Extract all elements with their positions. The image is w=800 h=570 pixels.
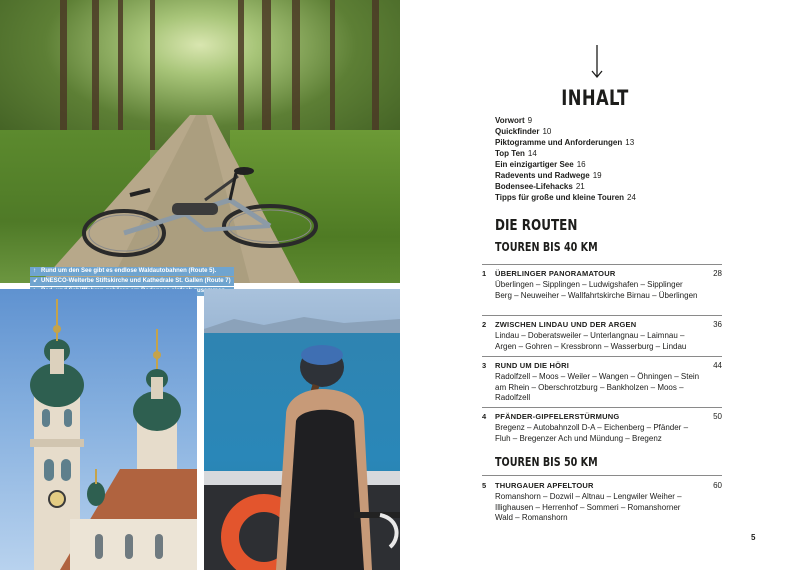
- toc-entry-page: 19: [592, 171, 602, 180]
- toc-entry-title: Vorwort: [495, 116, 525, 125]
- toc-entry-title: Bodensee-Lifehacks: [495, 182, 573, 191]
- divider: [482, 356, 722, 357]
- toc-entry-title: Radevents und Radwege: [495, 171, 590, 180]
- route-number: 5: [482, 481, 487, 490]
- divider: [482, 475, 722, 476]
- route-page: 28: [713, 269, 722, 278]
- route-description: Bregenz – Autobahnzoll D-A – Eichenberg – Pfänder – Fluh – Bregenzer Ach und Mündung – Bregenz: [495, 423, 689, 443]
- cathedral-st-gallen-photo: [0, 289, 197, 570]
- caption-text: Rund um den See gibt es endlose Waldautobahnen (Route 5).: [41, 268, 217, 274]
- route-description: Lindau – Doberatsweiler – Unterlangnau – Laimnau – Argen – Gohren – Kressbronn – Wasserburg – Lindau: [495, 331, 687, 351]
- route-number: 3: [482, 361, 487, 370]
- route-number: 2: [482, 320, 487, 329]
- toc-entry-page: 14: [527, 149, 537, 158]
- route-number: 1: [482, 269, 487, 278]
- arrow-up-icon: ↑: [33, 268, 36, 274]
- route-page: 44: [713, 361, 722, 370]
- toc-entry-page: 13: [625, 138, 635, 147]
- page-title: INHALT: [561, 86, 629, 110]
- routes-heading: DIE ROUTEN: [495, 216, 578, 234]
- toc-entry[interactable]: [495, 137, 755, 148]
- toc-entry[interactable]: [495, 148, 755, 159]
- caption-text: UNESCO-Welterbe Stiftskirche und Kathedrale St. Gallen (Route 7): [41, 278, 231, 284]
- photo-caption: [30, 267, 234, 276]
- section-heading-40km: TOUREN BIS 40 KM: [495, 240, 598, 254]
- route-title: ZWISCHEN LINDAU UND DER ARGEN: [495, 320, 637, 329]
- toc-entry-title: Piktogramme und Anforderungen: [495, 138, 623, 147]
- toc-entry-page: 9: [527, 116, 533, 125]
- route-page: 36: [713, 320, 722, 329]
- toc-entry-page: 21: [575, 182, 585, 191]
- arrow-down-left-icon: ↙: [33, 278, 39, 284]
- route-page: 50: [713, 412, 722, 421]
- toc-entry[interactable]: [495, 115, 755, 126]
- toc-entry-title: Quickfinder: [495, 127, 540, 136]
- cyclist-on-ferry-photo: [204, 289, 400, 570]
- route-page: 60: [713, 481, 722, 490]
- toc-entry-page: 10: [542, 127, 552, 136]
- toc-entry-title: Tipps für große und kleine Touren: [495, 193, 625, 202]
- divider: [482, 264, 722, 265]
- toc-entry-page: 16: [576, 160, 586, 169]
- route-title: THURGAUER APFELTOUR: [495, 481, 594, 490]
- route-number: 4: [482, 412, 487, 421]
- toc-entry[interactable]: [495, 159, 755, 170]
- divider: [482, 315, 722, 316]
- page-number: 5: [751, 533, 756, 542]
- route-description: Romanshorn – Dozwil – Altnau – Lengwiler Weiher – Illighausen – Herrenhof – Sommeri – Romanshorner Wald – Romanshorn: [495, 492, 682, 523]
- section-heading-50km: TOUREN BIS 50 KM: [495, 455, 598, 469]
- route-description: Radolfzell – Moos – Weiler – Wangen – Öhningen – Stein am Rhein – Oberschrotzburg – Bankholzen – Moos – Radolfzell: [495, 372, 700, 403]
- toc-entry[interactable]: [495, 181, 755, 192]
- arrow-down-icon: [589, 45, 605, 79]
- toc-entry-title: Top Ten: [495, 149, 525, 158]
- toc-entry[interactable]: [495, 126, 755, 137]
- route-title: ÜBERLINGER PANORAMATOUR: [495, 269, 616, 278]
- photo-caption: [30, 277, 234, 286]
- route-title: RUND UM DIE HÖRI: [495, 361, 570, 370]
- divider: [482, 407, 722, 408]
- toc-entry[interactable]: [495, 170, 755, 181]
- toc-entry[interactable]: [495, 192, 755, 203]
- forest-path-bicycle-photo: [0, 0, 400, 283]
- front-matter-list: [495, 115, 755, 203]
- route-title: PFÄNDER-GIPFELERSTÜRMUNG: [495, 412, 620, 421]
- toc-entry-title: Ein einzigartiger See: [495, 160, 574, 169]
- route-description: Überlingen – Sipplingen – Ludwigshafen – Sipplinger Berg – Neuweiher – Wallfahrtskirche Birnau – Überlingen: [495, 280, 698, 300]
- toc-entry-page: 24: [627, 193, 636, 202]
